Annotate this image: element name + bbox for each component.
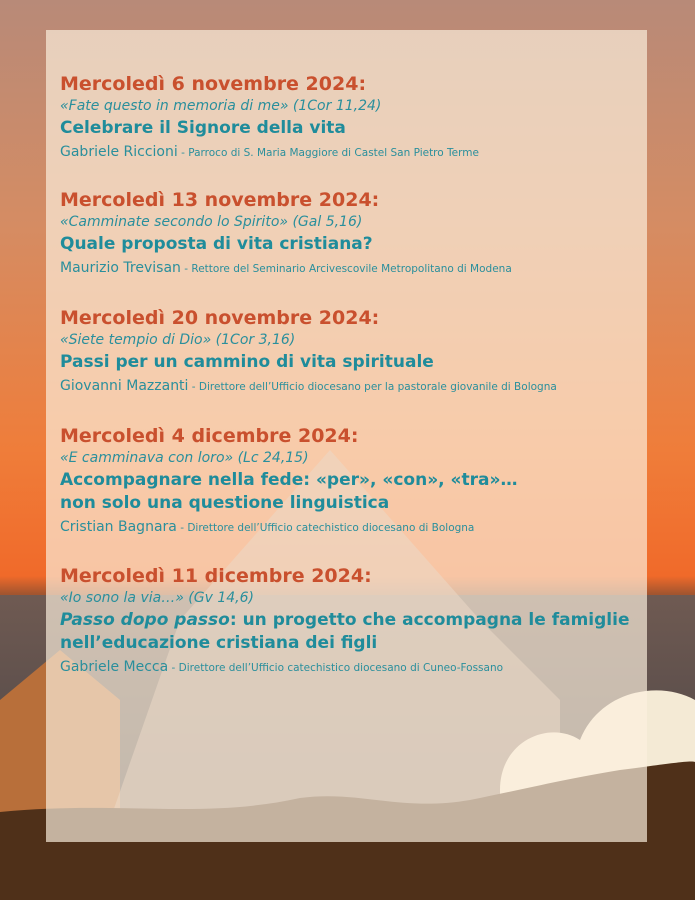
speaker-role: - Direttore dell’Ufficio catechistico diocesano di Cuneo-Fossano <box>168 662 504 674</box>
event-quote: «Io sono la via…» (Gv 14,6) <box>60 590 254 606</box>
event-speaker <box>60 377 645 396</box>
event-date: Mercoledì 20 novembre 2024: <box>60 307 380 329</box>
event-quote: «Siete tempio di Dio» (1Cor 3,16) <box>60 332 296 348</box>
event-title-line1: Accompagnare nella fede: «per», «con», «tra»… <box>60 470 518 490</box>
event-speaker <box>60 518 645 537</box>
event-title-line2: non solo una questione linguistica <box>60 493 390 513</box>
event-title-line2: nell’educazione cristiana dei figli <box>60 633 378 653</box>
event-5 <box>60 564 645 677</box>
speaker-role: - Direttore dell’Ufficio diocesano per la pastorale giovanile di Bologna <box>188 381 557 393</box>
event-quote: «E camminava con loro» (Lc 24,15) <box>60 450 309 466</box>
event-speaker <box>60 259 645 278</box>
event-quote: «Camminate secondo lo Spirito» (Gal 5,16) <box>60 214 363 230</box>
event-title: Celebrare il Signore della vita <box>60 118 346 138</box>
event-title-emphasis: Passo dopo passo <box>60 610 230 630</box>
event-2 <box>60 188 645 278</box>
event-title: Quale proposta di vita cristiana? <box>60 234 373 254</box>
speaker-role: - Parroco di S. Maria Maggiore di Castel San Pietro Terme <box>177 147 479 159</box>
event-title-rest: : un progetto che accompagna le famiglie <box>229 610 630 630</box>
event-title-line1 <box>60 609 645 632</box>
speaker-role: - Rettore del Seminario Arcivescovile Metropolitano di Modena <box>180 263 512 275</box>
event-1 <box>60 72 645 162</box>
program-content <box>46 30 647 842</box>
speaker-name: Giovanni Mazzanti <box>60 378 189 394</box>
speaker-role: - Direttore dell’Ufficio catechistico diocesano di Bologna <box>176 522 475 534</box>
event-4 <box>60 424 645 537</box>
speaker-name: Gabriele Riccioni <box>60 144 178 160</box>
event-speaker <box>60 658 645 677</box>
event-date: Mercoledì 4 dicembre 2024: <box>60 425 359 447</box>
speaker-name: Maurizio Trevisan <box>60 260 181 276</box>
event-speaker <box>60 143 645 162</box>
event-quote: «Fate questo in memoria di me» (1Cor 11,24) <box>60 98 382 114</box>
event-date: Mercoledì 13 novembre 2024: <box>60 189 380 211</box>
event-title: Passi per un cammino di vita spirituale <box>60 352 434 372</box>
speaker-name: Gabriele Mecca <box>60 659 169 675</box>
event-3 <box>60 306 645 396</box>
event-date: Mercoledì 6 novembre 2024: <box>60 73 367 95</box>
event-date: Mercoledì 11 dicembre 2024: <box>60 565 372 587</box>
speaker-name: Cristian Bagnara <box>60 519 177 535</box>
